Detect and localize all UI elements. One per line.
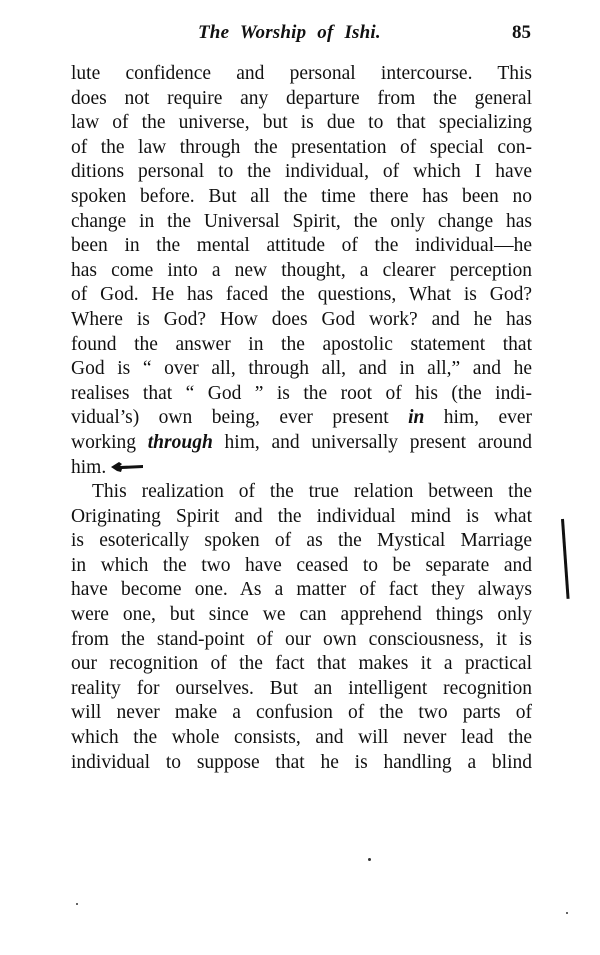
text-run: him. [71, 456, 107, 478]
pointing-hand-icon [110, 456, 144, 481]
text-line: lute confidence and personal intercourse. This [71, 63, 532, 84]
text-line: spoken before. But all the time there has been no [71, 185, 532, 207]
text-line [71, 406, 532, 431]
scan-speck [368, 858, 371, 861]
text-line: Originating Spirit and the individual mind is what [71, 505, 532, 527]
text-run: him, and universally present around [212, 431, 532, 453]
page-number: 85 [512, 22, 531, 43]
text-line [71, 431, 532, 456]
text-line: were one, but since we can apprehend things only [71, 604, 532, 626]
paragraph-2 [71, 480, 532, 775]
body-text [71, 62, 532, 775]
text-line: is esoterically spoken of as the Mystical Marriage [71, 530, 532, 552]
text-line: does not require any departure from the general [71, 87, 532, 109]
text-line [71, 456, 532, 481]
text-line: our recognition of the fact that makes it a practical [71, 653, 532, 675]
scan-speck [566, 912, 568, 914]
text-line: God is “ over all, through all, and in all,” and he [71, 358, 532, 380]
text-line: which the whole consists, and will never lead the [71, 727, 532, 749]
text-line: has come into a new thought, a clearer perception [71, 259, 532, 281]
running-title: The Worship of Ishi. [198, 22, 381, 43]
text-line: have become one. As a matter of fact they always [71, 579, 532, 601]
text-run: vidual’s) own being, ever present [71, 407, 409, 429]
text-line: of God. He has faced the questions, What is God? [71, 284, 532, 306]
margin-pencil-mark [561, 519, 570, 599]
page-header [0, 22, 600, 52]
text-line: been in the mental attitude of the individual—he [71, 235, 532, 257]
text-line: reality for ourselves. But an intelligent recognition [71, 677, 532, 699]
text-line: Where is God? How does God work? and he has [71, 308, 532, 330]
text-line: of the law through the presentation of special con- [71, 136, 532, 158]
paragraph-1 [71, 62, 532, 480]
text-run: working [71, 431, 148, 453]
text-line: individual to suppose that he is handling a blind [71, 751, 532, 773]
text-line: This realization of the true relation between the [92, 481, 532, 503]
text-run: him, ever [424, 407, 533, 429]
text-line: realises that “ God ” is the root of his (the indi- [71, 382, 532, 404]
text-line: will never make a confusion of the two parts of [71, 702, 532, 724]
scan-speck [76, 903, 78, 905]
emphasis-in: in [408, 407, 425, 429]
emphasis-through: through [147, 431, 213, 453]
text-line: change in the Universal Spirit, the only change has [71, 210, 532, 232]
text-line: law of the universe, but is due to that specializing [71, 112, 532, 134]
text-line: found the answer in the apostolic statement that [71, 333, 532, 355]
text-line: from the stand-point of our own consciousness, it is [71, 628, 532, 650]
text-line: ditions personal to the individual, of which I have [71, 161, 532, 183]
text-line: in which the two have ceased to be separate and [71, 554, 532, 576]
